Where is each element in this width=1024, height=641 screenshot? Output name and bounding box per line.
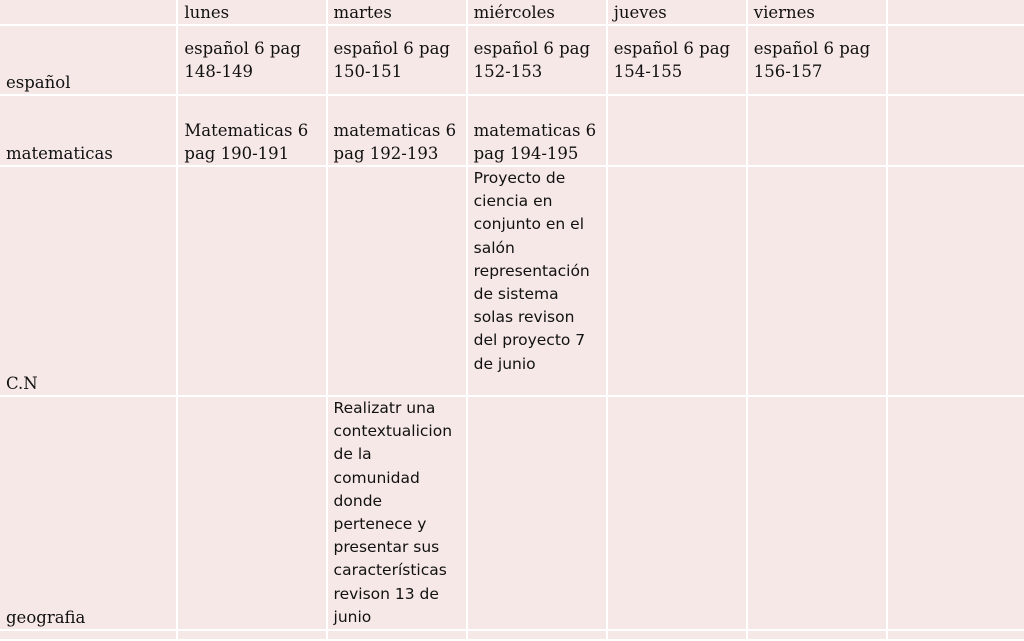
cell-espanol-jueves: español 6 pag 154-155 [608, 26, 746, 94]
header-day-lunes: lunes [178, 0, 325, 24]
header-corner-cell [0, 0, 176, 24]
cell-espanol-viernes: español 6 pag 156-157 [748, 26, 886, 94]
cell-matematicas-martes: matematicas 6 pag 192-193 [328, 96, 466, 165]
header-row [0, 0, 1024, 24]
cell-matematicas-extra [888, 96, 1024, 165]
table-row-cn [0, 167, 1024, 395]
cell-geografia-lunes [178, 397, 325, 629]
cell-matematicas-miercoles: matematicas 6 pag 194-195 [468, 96, 606, 165]
cell-matematicas-viernes [748, 96, 886, 165]
cell-cn-miercoles: Proyecto de ciencia en conjunto en el salón representación de sistema solas revison del proyecto 7 de junio [468, 167, 606, 395]
cell-matematicas-jueves [608, 96, 746, 165]
header-day-martes: martes [328, 0, 466, 24]
cell-geografia-miercoles [468, 397, 606, 629]
table-row-partial [0, 631, 1024, 639]
subject-label-cn: C.N [0, 167, 176, 395]
header-day-extra [888, 0, 1024, 24]
subject-label-geografia: geografia [0, 397, 176, 629]
cell-geografia-viernes [748, 397, 886, 629]
table-row-geografia [0, 397, 1024, 629]
cell-espanol-martes: español 6 pag 150-151 [328, 26, 466, 94]
cell-cn-viernes [748, 167, 886, 395]
cell-espanol-miercoles: español 6 pag 152-153 [468, 26, 606, 94]
cell-matematicas-lunes: Matematicas 6 pag 190-191 [178, 96, 325, 165]
header-day-jueves: jueves [608, 0, 746, 24]
partial-cell [748, 631, 886, 639]
cell-geografia-jueves [608, 397, 746, 629]
partial-cell [178, 631, 325, 639]
partial-cell [608, 631, 746, 639]
partial-cell [328, 631, 466, 639]
subject-label-espanol: español [0, 26, 176, 94]
cell-geografia-extra [888, 397, 1024, 629]
cell-cn-lunes [178, 167, 325, 395]
partial-cell [0, 631, 176, 639]
header-day-miercoles: miércoles [468, 0, 606, 24]
cell-geografia-martes: Realizatr una contextualicion de la comunidad donde pertenece y presentar sus características revison 13 de junio [328, 397, 466, 629]
table-row-espanol [0, 26, 1024, 94]
cell-espanol-lunes: español 6 pag 148-149 [178, 26, 325, 94]
cell-cn-extra [888, 167, 1024, 395]
table-row-matematicas [0, 96, 1024, 165]
cell-cn-jueves [608, 167, 746, 395]
partial-cell [468, 631, 606, 639]
subject-label-matematicas: matematicas [0, 96, 176, 165]
cell-cn-martes [328, 167, 466, 395]
header-day-viernes: viernes [748, 0, 886, 24]
cell-espanol-extra [888, 26, 1024, 94]
partial-cell [888, 631, 1024, 639]
